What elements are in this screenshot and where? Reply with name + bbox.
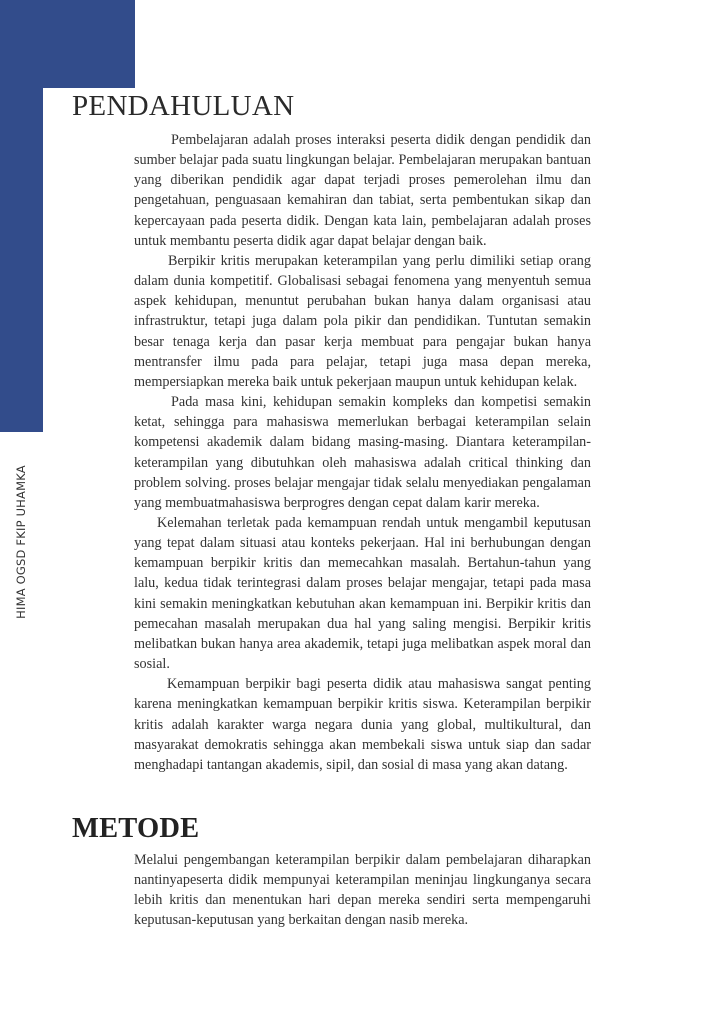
side-organization-label: HIMA OGSD FKIP UHAMKA: [14, 465, 28, 619]
decorative-blue-block: [0, 0, 135, 88]
section-body-pendahuluan: [134, 130, 591, 775]
paragraph: Kelemahan terletak pada kemampuan rendah untuk mengambil keputusan yang tepat dalam situasi atau konteks pekerjaan. Hal ini berhubungan dengan kemampuan berpikir kritis dan memecahkan masalah. Bertahun-tahun yang lalu, kedua tidak terintegrasi dalam proses belajar mengajar, tetapi pada masa kini semakin meningkatkan kebutuhan akan kemampuan ini. Berpikir kritis dan pemecahan masalah merupakan dua hal yang saling mengisi. Berpikir kritis melibatkan bukan hanya area akademik, tetapi juga melibatkan aspek moral dan sosial.: [134, 514, 591, 673]
paragraph: Pada masa kini, kehidupan semakin kompleks dan kompetisi semakin ketat, sehingga para mahasiswa memerlukan berbagai keterampilan selain kompetensi akademik dalam bidang masing-masing. Diantara keterampilan-keterampilan yang dibutuhkan oleh mahasiswa adalah critical thinking dan problem solving. proses belajar mengajar tidak selalu menyediakan pengalaman yang membuatmahasiswa berprogres dengan cepat dalam karir mereka.: [134, 394, 591, 511]
paragraph: Melalui pengembangan keterampilan berpikir dalam pembelajaran diharapkan nantinyapeserta didik mempunyai keterampilan meninjau lingkunganya secara lebih kritis dan menentukan hari depan mereka sendiri serta mempengaruhi keputusan-keputusan yang berkaitan dengan nasib mereka.: [134, 852, 591, 929]
section-heading-metode: METODE: [72, 813, 200, 844]
paragraph: Berpikir kritis merupakan keterampilan yang perlu dimiliki setiap orang dalam dunia kompetitif. Globalisasi sebagai fenomena yang menyentuh semua aspek kehidupan, menuntut perubahan bukan hanya dalam organisasi atau infrastruktur, tetapi juga dalam pola pikir dan pendidikan. Tuntutan semakin besar tenaga kerja dan pasar kerja membuat para pengajar bukan hanya mentransfer ilmu pada para pelajar, tetapi juga masa depan mereka, mempersiapkan mereka baik untuk pekerjaan maupun untuk kehidupan kelak.: [134, 252, 591, 390]
decorative-blue-sidebar: [0, 88, 43, 432]
section-heading-pendahuluan: PENDAHULUAN: [72, 90, 295, 122]
paragraph: Pembelajaran adalah proses interaksi peserta didik dengan pendidik dan sumber belajar pada suatu lingkungan belajar. Pembelajaran merupakan bantuan yang diberikan pendidik agar dapat terjadi proses pemerolehan ilmu dan pengetahuan, penguasaan kemahiran dan tabiat, serta pembentukan sikap dan kepercayaan pada peserta didik. Dengan kata lain, pembelajaran adalah proses untuk membantu peserta didik agar dapat belajar dengan baik.: [134, 132, 591, 249]
paragraph: Kemampuan berpikir bagi peserta didik atau mahasiswa sangat penting karena meningkatkan kemampuan berpikir kritis siswa. Keterampilan berpikir kritis adalah karakter warga negara dunia yang global, multikultural, dan masyarakat demokratis sehingga akan membekali siswa untuk siap dan sadar menghadapi tantangan akademis, sipil, dan sosial di masa yang akan datang.: [134, 676, 591, 773]
section-body-metode: [134, 850, 591, 931]
